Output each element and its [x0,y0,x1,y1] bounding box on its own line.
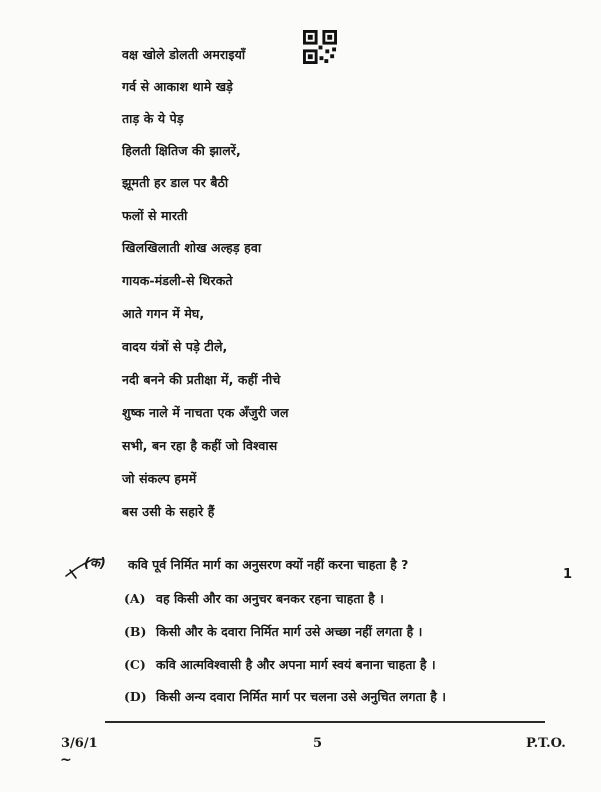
option-text: किसी अन्य दवारा निर्मित मार्ग पर चलना उसे अनुचित लगता है । [156,689,446,704]
poem-line: सभी, बन रहा है कहीं जो विश्वास [122,438,278,453]
poem-line: गायक-मंडली-से थिरकते [122,273,233,288]
page-number: 5 [313,736,323,751]
poem-line: जो संकल्प हममें [122,471,197,486]
option-label: (B) [124,624,147,639]
question-number: (क) [84,556,106,571]
footer-mark: ~ [60,752,72,768]
poem-line: वक्ष खोले डोलती अमराइयाँ [122,47,246,62]
question-text: कवि पूर्व निर्मित मार्ग का अनुसरण क्यों नहीं करना चाहता है ? [128,557,409,572]
poem-line: गर्व से आकाश थामे खड़े [122,79,233,94]
option-d[interactable] [124,688,446,705]
poem-line: फलों से मारती [122,208,188,223]
footer-divider [105,721,545,723]
poem-line: आते गगन में मेघ, [122,306,205,321]
option-label: (A) [124,591,146,606]
option-text: वह किसी और का अनुचर बनकर रहना चाहता है । [156,591,384,606]
question-marks: 1 [563,567,573,582]
poem-line: ताड़ के ये पेड़ [122,111,184,126]
option-label: (C) [124,657,146,672]
paper-code: 3/6/1 [61,736,98,751]
option-text: किसी और के दवारा निर्मित मार्ग उसे अच्छा नहीं लगता है । [156,624,423,639]
poem-line: वादय यंत्रों से पड़े टीले, [122,339,228,354]
qr-code-icon [303,30,337,64]
poem-line: झूमती हर डाल पर बैठी [122,175,229,190]
option-a[interactable] [124,590,384,607]
poem-line: बस उसी के सहारे हैं [122,504,215,519]
option-label: (D) [124,689,147,704]
option-b[interactable] [124,623,422,640]
poem-line: शुष्क नाले में नाचता एक अँजुरी जल [122,405,289,420]
option-c[interactable] [124,656,436,673]
poem-line: खिलखिलाती शोख अल्हड़ हवा [122,240,262,255]
poem-line: नदी बनने की प्रतीक्षा में, कहीं नीचे [122,372,281,387]
poem-line: हिलती क्षितिज की झालरें, [122,143,241,158]
pto-label: P.T.O. [526,736,566,751]
option-text: कवि आत्मविश्वासी है और अपना मार्ग स्वयं बनाना चाहता है । [156,657,436,672]
